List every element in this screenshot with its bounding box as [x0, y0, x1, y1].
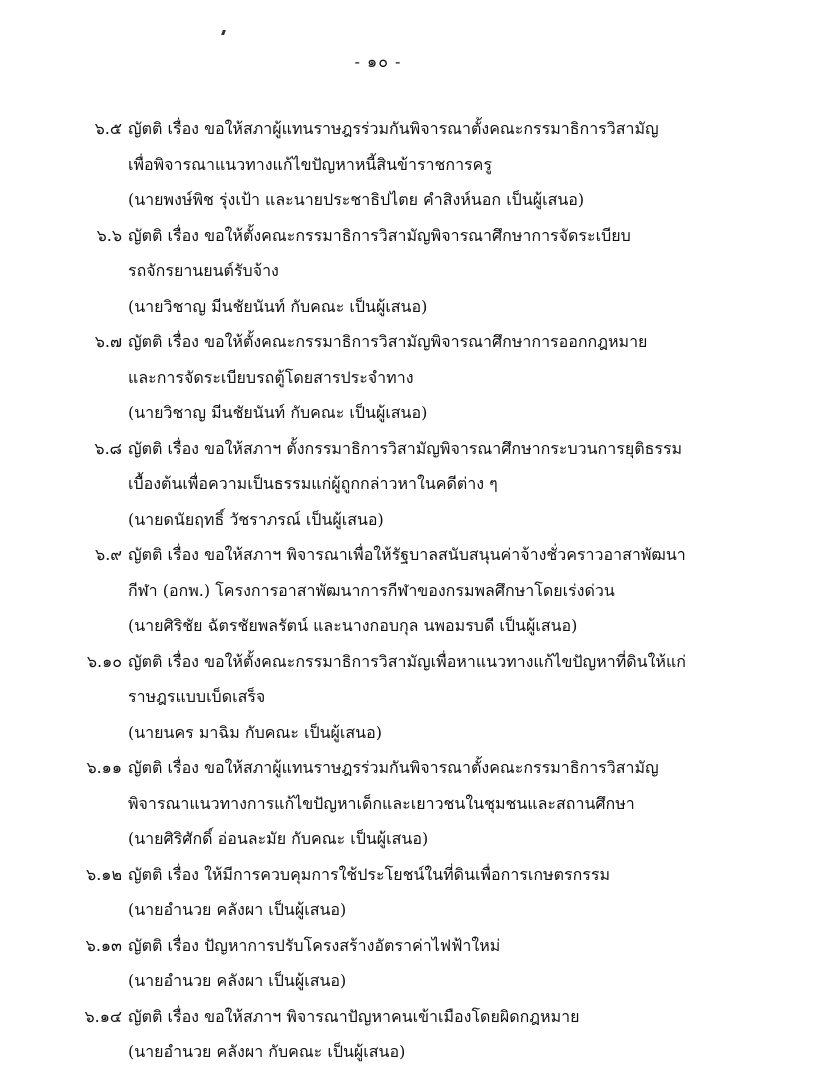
agenda-item	[0, 537, 816, 644]
agenda-item-text: ญัตติ เรื่อง ขอให้สภาผู้แทนราษฎรร่วมกันพิจารณาตั้งคณะกรรมาธิการวิสามัญ	[128, 119, 659, 138]
agenda-item-text: (นายวิชาญ มีนชัยนันท์ กับคณะ เป็นผู้เสนอ)	[128, 403, 428, 422]
agenda-item-line	[0, 963, 816, 999]
agenda-item-line	[0, 502, 816, 538]
agenda-list	[0, 111, 816, 1070]
agenda-item	[0, 324, 816, 431]
agenda-item-line	[0, 608, 816, 644]
agenda-item-line	[0, 786, 816, 822]
scan-mark	[221, 30, 226, 35]
agenda-item-number: ๖.๑๑	[86, 758, 122, 777]
agenda-item	[0, 111, 816, 218]
agenda-item-text: (นายนคร มาฉิม กับคณะ เป็นผู้เสนอ)	[128, 722, 382, 742]
agenda-item-title-line	[0, 928, 816, 964]
agenda-item-text: ราษฎรแบบเบ็ดเสร็จ	[128, 687, 266, 706]
agenda-item-text: ญัตติ เรื่อง ขอให้สภาฯ ตั้งกรรมาธิการวิสามัญพิจารณาศึกษากระบวนการยุติธรรม	[128, 438, 683, 458]
agenda-item-number: ๖.๑๓	[85, 935, 122, 955]
agenda-item	[0, 218, 816, 325]
agenda-item-number: ๖.๑๐	[86, 651, 122, 671]
agenda-item-line	[0, 679, 816, 715]
agenda-item-text: เพื่อพิจารณาแนวทางแก้ไขปัญหาหนี้สินข้าราชการครู	[128, 154, 492, 174]
agenda-item	[0, 999, 816, 1070]
agenda-item-title-line	[0, 750, 816, 786]
agenda-item-text: (นายพงษ์พิช รุ่งเป้า และนายประชาธิปไตย คำสิงห์นอก เป็นผู้เสนอ)	[128, 190, 585, 209]
page-number: - ๑๐ -	[354, 52, 402, 71]
agenda-item-text: (นายศิริศักดิ์ อ่อนละมัย กับคณะ เป็นผู้เสนอ)	[128, 829, 429, 848]
agenda-item-line	[0, 892, 816, 928]
agenda-item-title-line	[0, 644, 816, 680]
agenda-item	[0, 857, 816, 928]
agenda-item-text: พิจารณาแนวทางการแก้ไขปัญหาเด็กและเยาวชนในชุมชนและสถานศึกษา	[128, 793, 635, 813]
agenda-item-text: (นายอำนวย คลังผา กับคณะ เป็นผู้เสนอ)	[128, 1042, 406, 1061]
agenda-item	[0, 928, 816, 999]
agenda-item-title-line	[0, 324, 816, 360]
agenda-item-text: และการจัดระเบียบรถตู้โดยสารประจำทาง	[128, 367, 414, 387]
agenda-item-text: เบื้องต้นเพื่อความเป็นธรรมแก่ผู้ถูกกล่าวหาในคดีต่าง ๆ	[128, 474, 498, 493]
agenda-item-line	[0, 182, 816, 218]
agenda-item-text: (นายอำนวย คลังผา เป็นผู้เสนอ)	[128, 971, 347, 990]
agenda-item-line	[0, 147, 816, 183]
agenda-item-number: ๖.๙	[95, 545, 122, 564]
agenda-item	[0, 644, 816, 751]
agenda-item-text: รถจักรยานยนต์รับจ้าง	[128, 261, 279, 280]
agenda-item-title-line	[0, 431, 816, 467]
agenda-item-text: ญัตติ เรื่อง ให้มีการควบคุมการใช้ประโยชน์ในที่ดินเพื่อการเกษตรกรรม	[128, 864, 611, 884]
agenda-item-text: ญัตติ เรื่อง ขอให้สภาผู้แทนราษฎรร่วมกันพิจารณาตั้งคณะกรรมาธิการวิสามัญ	[128, 758, 659, 777]
agenda-item-text: (นายศิริชัย ฉัตรชัยพลรัตน์ และนางกอบกุล นพอมรบดี เป็นผู้เสนอ)	[128, 616, 578, 635]
agenda-item-number: ๖.๑๔	[84, 1006, 122, 1026]
agenda-item-number: ๖.๘	[94, 438, 122, 458]
agenda-item-number: ๖.๑๒	[86, 864, 122, 884]
agenda-item-title-line	[0, 537, 816, 573]
agenda-item-text: ญัตติ เรื่อง ขอให้ตั้งคณะกรรมาธิการวิสามัญพิจารณาศึกษาการออกกฎหมาย	[128, 332, 648, 351]
agenda-item-text: (นายดนัยฤทธิ์ วัชราภรณ์ เป็นผู้เสนอ)	[128, 509, 384, 529]
agenda-item-title-line	[0, 218, 816, 254]
agenda-item-title-line	[0, 857, 816, 893]
agenda-item-number: ๖.๗	[94, 332, 122, 351]
agenda-item-line	[0, 289, 816, 325]
agenda-item-line	[0, 395, 816, 431]
agenda-item-text: กีฬา (อกพ.) โครงการอาสาพัฒนาการกีฬาของกรมพลศึกษาโดยเร่งด่วน	[128, 580, 615, 600]
agenda-item-text: ญัตติ เรื่อง ขอให้สภาฯ พิจารณาปัญหาคนเข้าเมืองโดยผิดกฎหมาย	[128, 1006, 580, 1026]
agenda-item	[0, 431, 816, 538]
agenda-item-text: (นายวิชาญ มีนชัยนันท์ กับคณะ เป็นผู้เสนอ)	[128, 296, 428, 316]
agenda-item-title-line	[0, 111, 816, 147]
agenda-item-number: ๖.๖	[96, 225, 122, 245]
agenda-item-line	[0, 1034, 816, 1070]
agenda-item-line	[0, 253, 816, 289]
agenda-item-number: ๖.๕	[94, 119, 122, 138]
agenda-item-text: ญัตติ เรื่อง ขอให้ตั้งคณะกรรมาธิการวิสามัญเพื่อหาแนวทางแก้ไขปัญหาที่ดินให้แก่	[128, 651, 686, 671]
agenda-item-line	[0, 573, 816, 609]
agenda-item-text: ญัตติ เรื่อง ขอให้ตั้งคณะกรรมาธิการวิสามัญพิจารณาศึกษาการจัดระเบียบ	[128, 225, 631, 245]
agenda-item-text: ญัตติ เรื่อง ปัญหาการปรับโครงสร้างอัตราค่าไฟฟ้าใหม่	[128, 935, 501, 955]
agenda-item-line	[0, 821, 816, 857]
agenda-item-line	[0, 715, 816, 751]
agenda-item-line	[0, 360, 816, 396]
agenda-item-text: ญัตติ เรื่อง ขอให้สภาฯ พิจารณาเพื่อให้รัฐบาลสนับสนุนค่าจ้างชั่วคราวอาสาพัฒนา	[128, 545, 686, 564]
agenda-item-title-line	[0, 999, 816, 1035]
agenda-item-line	[0, 466, 816, 502]
agenda-item-text: (นายอำนวย คลังผา เป็นผู้เสนอ)	[128, 900, 347, 919]
agenda-item	[0, 750, 816, 857]
